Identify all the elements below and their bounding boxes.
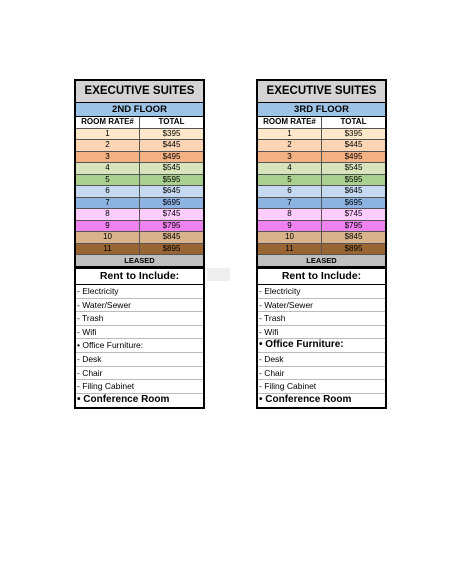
room-total: $445 [162, 140, 181, 149]
room-number: 1 [258, 129, 322, 140]
include-item: • Office Furniture: [76, 339, 203, 353]
rent-includes-title: Rent to Include: [258, 269, 385, 285]
table-row [258, 232, 385, 244]
include-item: - Desk [76, 353, 203, 367]
room-total: $445 [344, 140, 363, 149]
room-total: $395 [162, 128, 181, 138]
cell-highlight [207, 268, 230, 281]
room-total: $595 [344, 174, 363, 184]
room-total: $645 [162, 186, 181, 195]
rate-table-3rd-floor [256, 79, 387, 268]
room-total: $745 [162, 209, 181, 218]
room-number: 10 [258, 232, 322, 243]
room-number: 8 [76, 209, 140, 220]
table-row [76, 163, 203, 175]
table-row [258, 163, 385, 175]
rent-includes-list [258, 285, 385, 406]
include-item: • Office Furniture: [258, 339, 385, 353]
col-room-header: ROOM RATE# [76, 117, 140, 128]
room-number: 6 [258, 186, 322, 197]
leased-footer: LEASED [258, 255, 385, 266]
room-number: 7 [76, 198, 140, 209]
room-number: 8 [258, 209, 322, 220]
table-row [76, 175, 203, 187]
include-item: - Electricity [258, 285, 385, 299]
rate-rows [76, 129, 203, 256]
room-number: 11 [258, 244, 322, 255]
room-number: 4 [76, 163, 140, 174]
room-number: 5 [258, 175, 322, 186]
room-number: 2 [76, 140, 140, 151]
include-item: - Filing Cabinet [76, 380, 203, 394]
room-total: $495 [344, 151, 363, 161]
include-item: • Conference Room [77, 393, 170, 405]
col-total-header: TOTAL [340, 117, 367, 126]
room-total: $895 [344, 243, 363, 253]
table-row [258, 186, 385, 198]
leased-footer: LEASED [76, 255, 203, 266]
room-number: 4 [258, 163, 322, 174]
include-item: - Electricity [76, 285, 203, 299]
room-total: $845 [344, 232, 363, 241]
table-row [76, 244, 203, 256]
table-row [258, 198, 385, 210]
table-row [258, 140, 385, 152]
table-row [258, 221, 385, 233]
table-header [258, 117, 385, 129]
rent-includes-box-3rd-floor [256, 267, 387, 409]
table-row [76, 221, 203, 233]
room-total: $895 [162, 243, 181, 253]
room-number: 10 [76, 232, 140, 243]
table-title: EXECUTIVE SUITES [76, 81, 203, 103]
room-total: $695 [162, 197, 181, 207]
include-item: - Wifi [76, 326, 203, 340]
table-row [258, 152, 385, 164]
include-item: - Desk [258, 353, 385, 367]
table-row [76, 152, 203, 164]
rate-rows [258, 129, 385, 256]
include-item: • Conference Room [259, 393, 352, 405]
col-room-header: ROOM RATE# [258, 117, 322, 128]
include-item: - Filing Cabinet [258, 380, 385, 394]
table-row [76, 140, 203, 152]
table-row [258, 209, 385, 221]
rate-table-2nd-floor [74, 79, 205, 268]
table-title: EXECUTIVE SUITES [258, 81, 385, 103]
room-total: $395 [344, 128, 363, 138]
floor-label: 3RD FLOOR [258, 103, 385, 117]
table-row [76, 198, 203, 210]
table-row [258, 129, 385, 141]
room-total: $595 [162, 174, 181, 184]
room-number: 9 [258, 221, 322, 232]
room-number: 11 [76, 244, 140, 255]
room-number: 6 [76, 186, 140, 197]
table-header [76, 117, 203, 129]
table-row [76, 209, 203, 221]
room-number: 1 [76, 129, 140, 140]
room-total: $745 [344, 209, 363, 218]
room-total: $495 [162, 151, 181, 161]
floor-label: 2ND FLOOR [76, 103, 203, 117]
room-total: $795 [162, 220, 181, 230]
include-item: - Water/Sewer [76, 299, 203, 313]
table-row [76, 232, 203, 244]
include-item: - Trash [258, 312, 385, 326]
room-total: $545 [162, 163, 181, 172]
include-item: - Trash [76, 312, 203, 326]
room-number: 9 [76, 221, 140, 232]
table-row [76, 129, 203, 141]
table-row [258, 175, 385, 187]
room-number: 3 [258, 152, 322, 163]
rent-includes-list [76, 285, 203, 406]
room-total: $645 [344, 186, 363, 195]
rent-includes-box-2nd-floor [74, 267, 205, 409]
room-total: $695 [344, 197, 363, 207]
room-number: 5 [76, 175, 140, 186]
table-row [76, 186, 203, 198]
room-number: 2 [258, 140, 322, 151]
room-total: $795 [344, 220, 363, 230]
include-item: - Chair [76, 367, 203, 381]
include-item: - Water/Sewer [258, 299, 385, 313]
include-item: - Wifi [258, 326, 385, 340]
table-row [258, 244, 385, 256]
room-number: 7 [258, 198, 322, 209]
room-total: $545 [344, 163, 363, 172]
include-item: - Chair [258, 367, 385, 381]
room-total: $845 [162, 232, 181, 241]
room-number: 3 [76, 152, 140, 163]
col-total-header: TOTAL [158, 117, 185, 126]
rent-includes-title: Rent to Include: [76, 269, 203, 285]
